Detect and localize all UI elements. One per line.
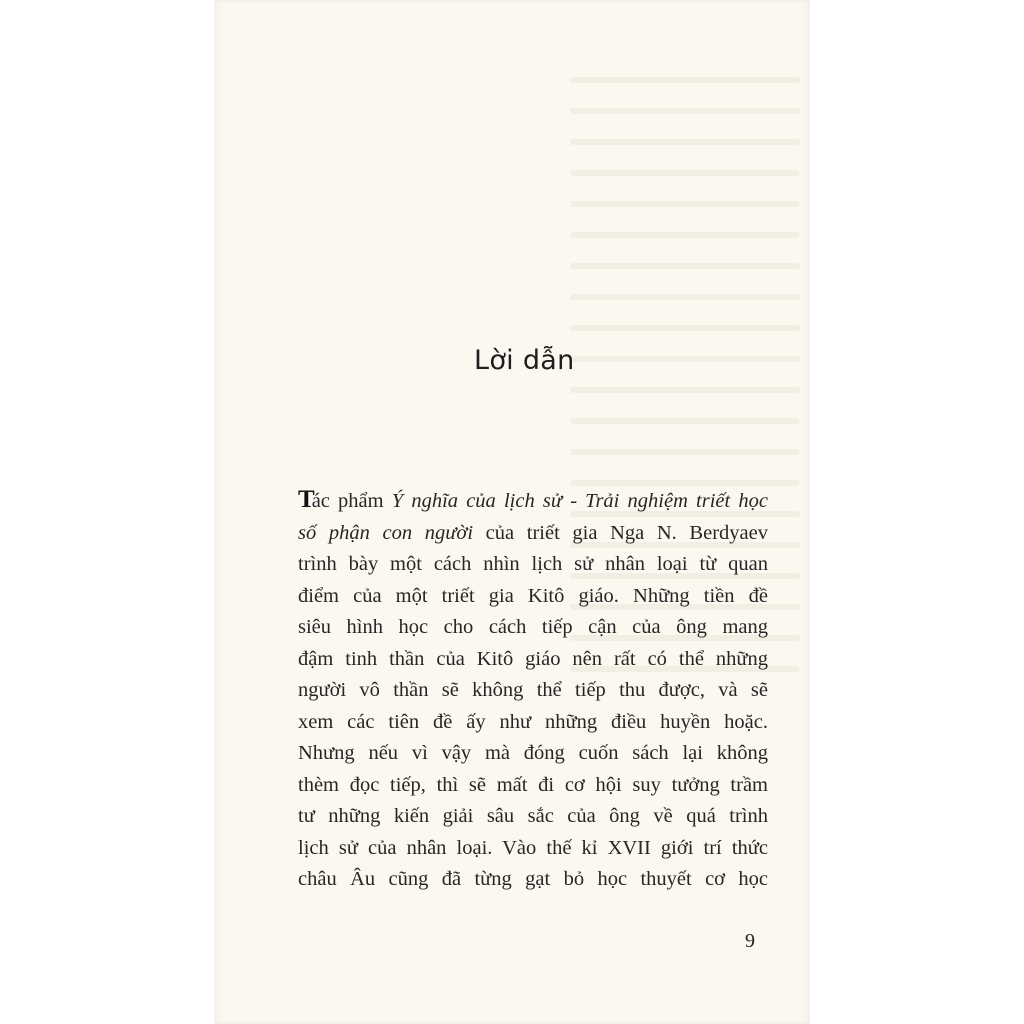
body-line-2: số phận con người của triết gia Nga N. Berdyaev [298,521,768,544]
body-line: đậm tinh thần của Kitô giáo nên rất có thể những [298,647,768,670]
body-line: người vô thần sẽ không thể tiếp thu được, và sẽ [298,679,768,701]
body-line: xem các tiên đề ấy như những điều huyền hoặc. [298,710,768,733]
body-paragraph [298,484,768,896]
book-title-italic: Ý nghĩa của lịch sử - Trải nghiệm triết học [391,490,768,512]
chapter-title: Lời dẫn [474,345,575,376]
body-line: siêu hình học cho cách tiếp cận của ông mang [298,616,768,638]
body-line: trình bày một cách nhìn lịch sử nhân loại từ quan [298,553,768,575]
body-line: điểm của một triết gia Kitô giáo. Những tiền đề [298,584,768,607]
body-line: thèm đọc tiếp, thì sẽ mất đi cơ hội suy tưởng trầm [298,773,768,796]
body-line: lịch sử của nhân loại. Vào thế kỉ XVII giới trí thức [298,836,768,859]
body-line: tư những kiến giải sâu sắc của ông về quá trình [298,805,768,827]
body-line: Nhưng nếu vì vậy mà đóng cuốn sách lại không [298,742,768,764]
body-line: châu Âu cũng đã từng gạt bỏ học thuyết cơ học [298,868,768,890]
body-line-1: Tác phẩm Ý nghĩa của lịch sử - Trải nghiệm triết học [298,486,768,513]
page-number: 9 [745,930,755,952]
drop-cap: T [298,486,312,513]
book-title-italic-cont: số phận con người [298,521,474,544]
